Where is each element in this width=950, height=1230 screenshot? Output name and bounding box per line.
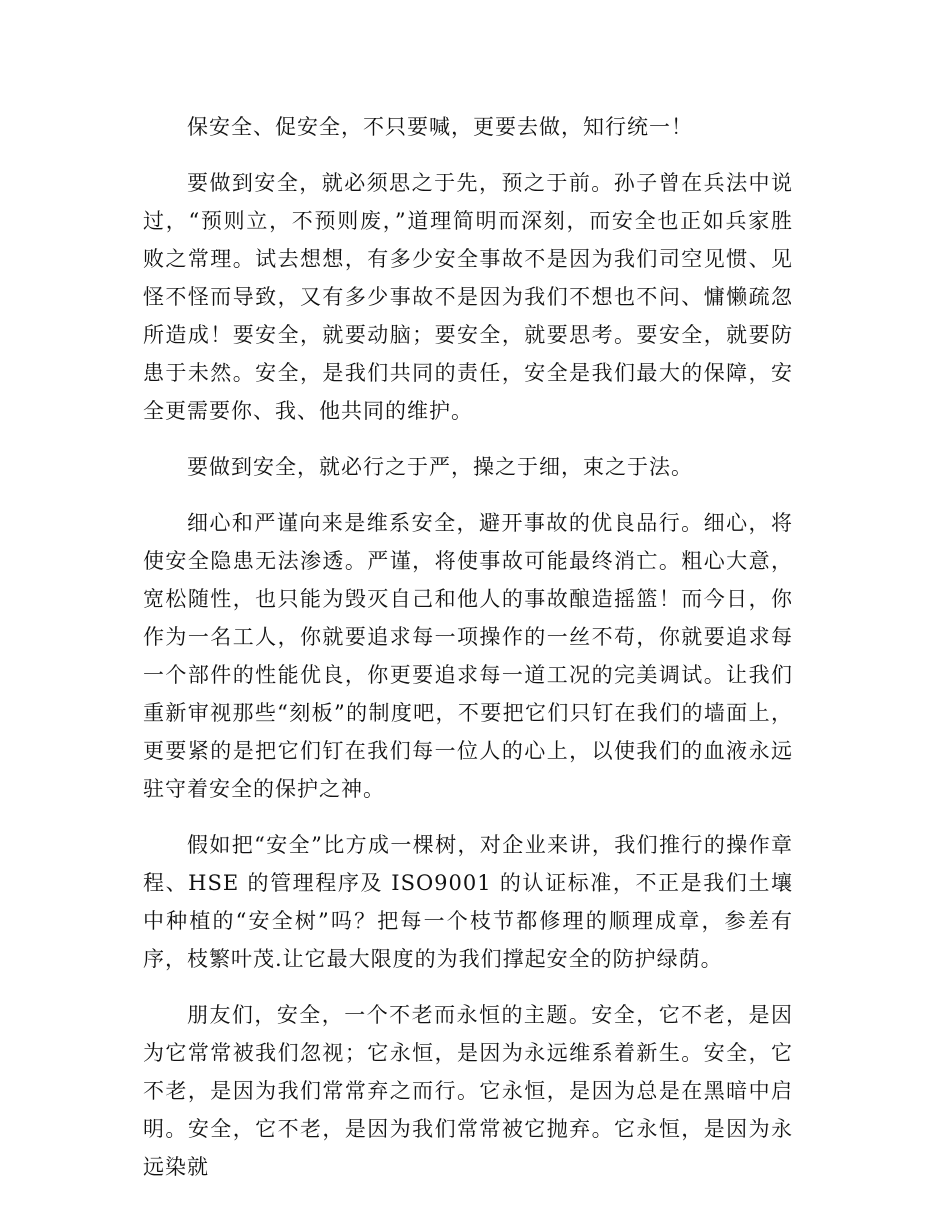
paragraph-2: 要做到安全，就必须思之于先，预之于前。孙子曾在兵法中说过，“预则立，不预则废，”道理简明而深刻，而安全也正如兵家胜败之常理。试去想想，有多少安全事故不是因为我们司空见惯、见怪不怪而导致，又有多少事故不是因为我们不想也不问、慵懒疏忽所造成！要安全，就要动脑；要安全，就要思考。要安全，就要防患于未然。安全，是我们共同的责任，安全是我们最大的保障，安全更需要你、我、他共同的维护。: [143, 171, 793, 423]
paragraph-5: 假如把“安全”比方成一棵树，对企业来讲，我们推行的操作章程、HSE 的管理程序及 ISO9001 的认证标准，不正是我们土壤中种植的“安全树”吗？把每一个枝节都修理的顺理成章，参差有序，枝繁叶茂.让它最大限度的为我们撑起安全的防护绿荫。: [143, 833, 793, 971]
paragraph-4: 细心和严谨向来是维系安全，避开事故的优良品行。细心，将使安全隐患无法渗透。严谨，将使事故可能最终消亡。粗心大意，宽松随性，也只能为毁灭自己和他人的事故酿造摇篮！而今日，你作为一名工人，你就要追求每一项操作的一丝不苟，你就要追求每一个部件的性能优良，你更要追求每一道工况的完美调试。让我们重新审视那些“刻板”的制度吧，不要把它们只钉在我们的墙面上，更要紧的是把它们钉在我们每一位人的心上，以使我们的血液永远驻守着安全的保护之神。: [143, 511, 793, 801]
paragraph-6: 朋友们，安全，一个不老而永恒的主题。安全，它不老，是因为它常常被我们忽视；它永恒，是因为永远维系着新生。安全，它不老，是因为我们常常弃之而行。它永恒，是因为总是在黑暗中启明。安全，它不老，是因为我们常常被它抛弃。它永恒，是因为永远染就: [143, 1003, 793, 1179]
paragraph-3: 要做到安全，就必行之于严，操之于细，束之于法。: [187, 455, 693, 479]
paragraph-1: 保安全、促安全，不只要喊，更要去做，知行统一！: [187, 115, 693, 139]
document-body: [143, 108, 793, 1186]
